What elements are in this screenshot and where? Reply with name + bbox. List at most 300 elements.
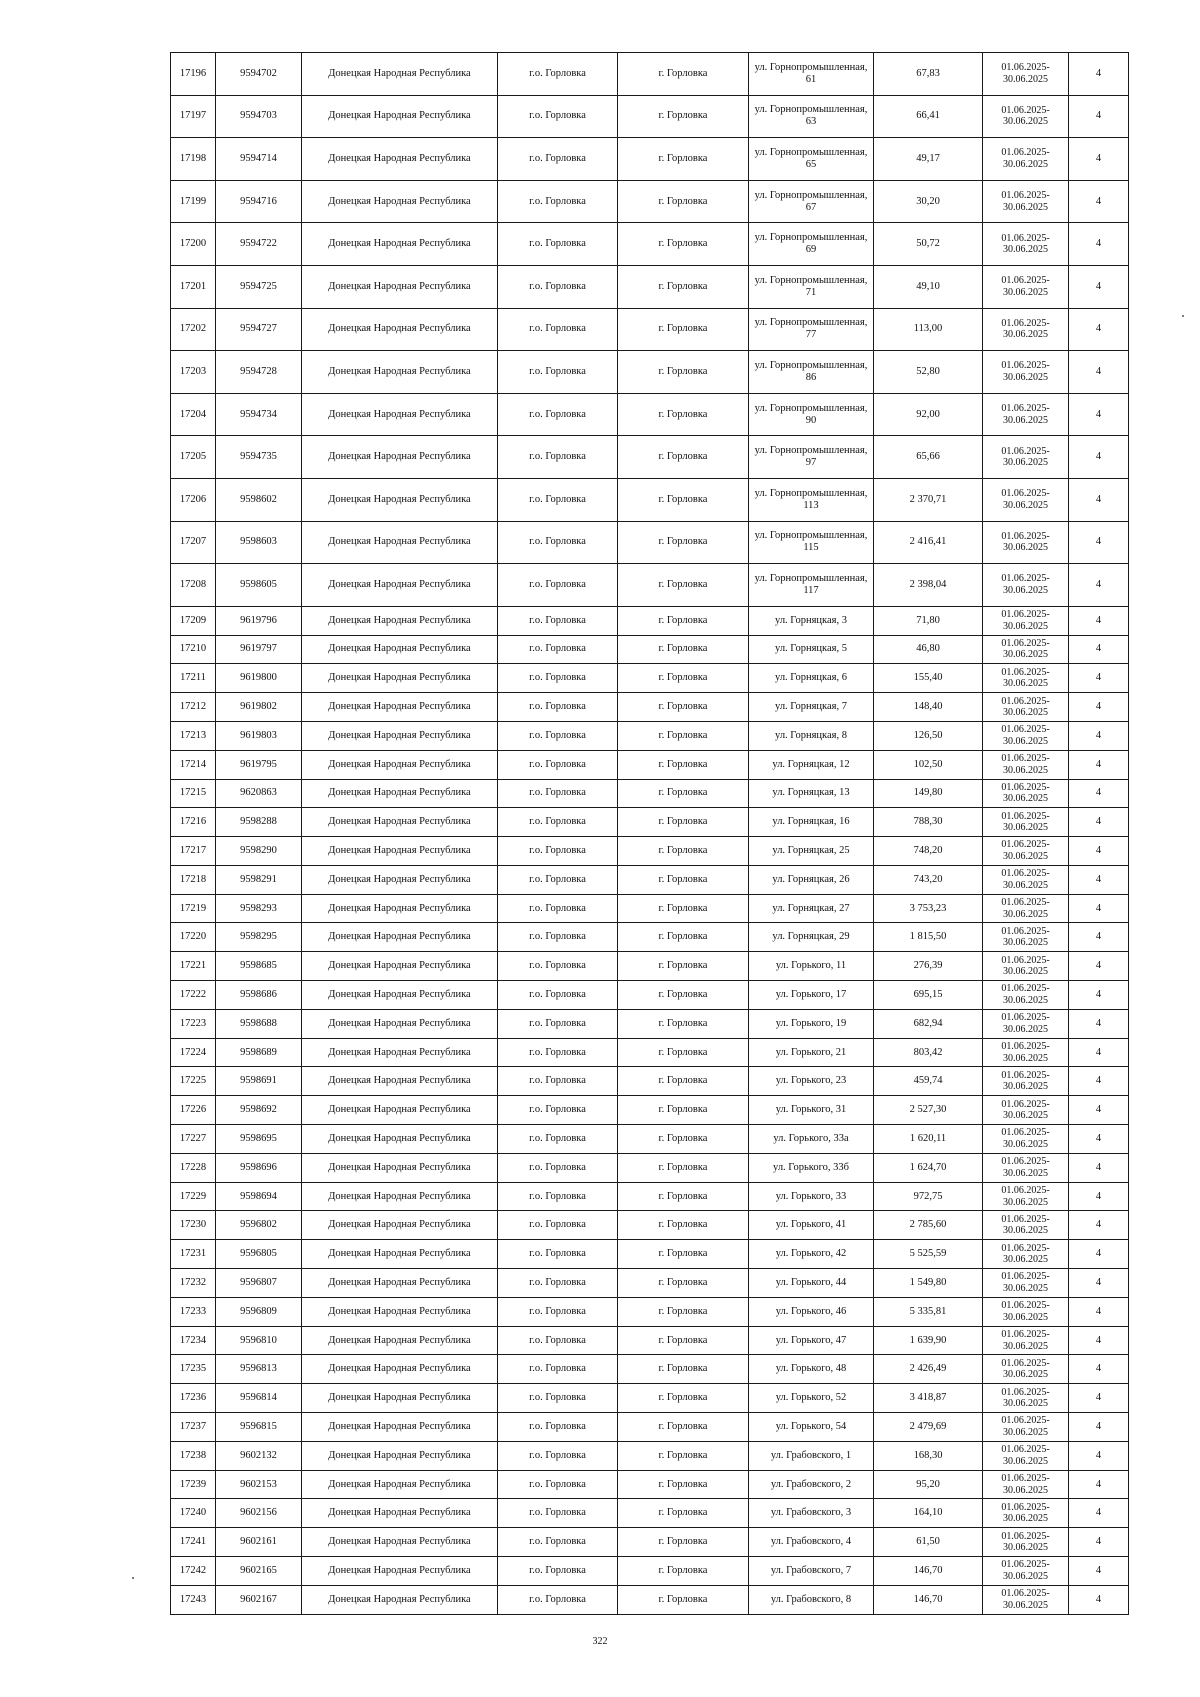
address-cell: ул. Горнопромышленная, 115: [749, 521, 874, 564]
city-cell: г. Горловка: [618, 606, 749, 635]
table-row: [171, 1009, 1129, 1038]
area-cell: 2 785,60: [874, 1211, 983, 1240]
table-row: [171, 351, 1129, 394]
address-cell: ул. Горького, 33: [749, 1182, 874, 1211]
city-cell: г. Горловка: [618, 138, 749, 181]
region-cell: Донецкая Народная Республика: [302, 750, 498, 779]
area-cell: 50,72: [874, 223, 983, 266]
city-cell: г. Горловка: [618, 1153, 749, 1182]
period-cell: 01.06.2025-30.06.2025: [983, 808, 1069, 837]
city-cell: г. Горловка: [618, 1470, 749, 1499]
table-row: [171, 664, 1129, 693]
table-row: [171, 1557, 1129, 1586]
area-cell: 3 418,87: [874, 1384, 983, 1413]
region-cell: Донецкая Народная Республика: [302, 1153, 498, 1182]
region-cell: Донецкая Народная Республика: [302, 351, 498, 394]
object-id: 9619797: [216, 635, 302, 664]
object-id: 9619800: [216, 664, 302, 693]
table-row: [171, 393, 1129, 436]
row-number: 17202: [171, 308, 216, 351]
table-row: [171, 564, 1129, 607]
period-cell: 01.06.2025-30.06.2025: [983, 1413, 1069, 1442]
object-id: 9594734: [216, 393, 302, 436]
area-cell: 49,10: [874, 265, 983, 308]
category-cell: 4: [1069, 923, 1129, 952]
address-cell: ул. Горняцкая, 6: [749, 664, 874, 693]
city-cell: г. Горловка: [618, 1269, 749, 1298]
region-cell: Донецкая Народная Республика: [302, 721, 498, 750]
region-cell: Донецкая Народная Республика: [302, 1269, 498, 1298]
district-cell: г.о. Горловка: [498, 1067, 618, 1096]
district-cell: г.о. Горловка: [498, 693, 618, 722]
district-cell: г.о. Горловка: [498, 1499, 618, 1528]
district-cell: г.о. Горловка: [498, 1413, 618, 1442]
object-id: 9619802: [216, 693, 302, 722]
row-number: 17237: [171, 1413, 216, 1442]
row-number: 17200: [171, 223, 216, 266]
address-cell: ул. Горнопромышленная, 71: [749, 265, 874, 308]
period-cell: 01.06.2025-30.06.2025: [983, 265, 1069, 308]
row-number: 17222: [171, 981, 216, 1010]
category-cell: 4: [1069, 865, 1129, 894]
area-cell: 61,50: [874, 1528, 983, 1557]
district-cell: г.о. Горловка: [498, 952, 618, 981]
district-cell: г.о. Горловка: [498, 1125, 618, 1154]
period-cell: 01.06.2025-30.06.2025: [983, 393, 1069, 436]
area-cell: 788,30: [874, 808, 983, 837]
category-cell: 4: [1069, 808, 1129, 837]
table-row: [171, 521, 1129, 564]
row-number: 17225: [171, 1067, 216, 1096]
category-cell: 4: [1069, 521, 1129, 564]
category-cell: 4: [1069, 1413, 1129, 1442]
object-id: 9596802: [216, 1211, 302, 1240]
district-cell: г.о. Горловка: [498, 1240, 618, 1269]
address-cell: ул. Горнопромышленная, 86: [749, 351, 874, 394]
table-row: [171, 981, 1129, 1010]
region-cell: Донецкая Народная Республика: [302, 1384, 498, 1413]
table-row: [171, 1441, 1129, 1470]
region-cell: Донецкая Народная Республика: [302, 1125, 498, 1154]
table-row: [171, 865, 1129, 894]
table-row: [171, 478, 1129, 521]
category-cell: 4: [1069, 138, 1129, 181]
period-cell: 01.06.2025-30.06.2025: [983, 1153, 1069, 1182]
table-row: [171, 1326, 1129, 1355]
table-row: [171, 693, 1129, 722]
row-number: 17216: [171, 808, 216, 837]
address-cell: ул. Горького, 42: [749, 1240, 874, 1269]
row-number: 17235: [171, 1355, 216, 1384]
period-cell: 01.06.2025-30.06.2025: [983, 952, 1069, 981]
city-cell: г. Горловка: [618, 837, 749, 866]
region-cell: Донецкая Народная Республика: [302, 1038, 498, 1067]
address-cell: ул. Горнопромышленная, 117: [749, 564, 874, 607]
region-cell: Донецкая Народная Республика: [302, 693, 498, 722]
category-cell: 4: [1069, 894, 1129, 923]
area-cell: 1 815,50: [874, 923, 983, 952]
table-row: [171, 1384, 1129, 1413]
address-cell: ул. Грабовского, 1: [749, 1441, 874, 1470]
period-cell: 01.06.2025-30.06.2025: [983, 351, 1069, 394]
row-number: 17236: [171, 1384, 216, 1413]
object-id: 9594722: [216, 223, 302, 266]
address-cell: ул. Горького, 23: [749, 1067, 874, 1096]
area-cell: 149,80: [874, 779, 983, 808]
object-id: 9594725: [216, 265, 302, 308]
city-cell: г. Горловка: [618, 1557, 749, 1586]
table-row: [171, 952, 1129, 981]
object-id: 9594703: [216, 95, 302, 138]
category-cell: 4: [1069, 95, 1129, 138]
district-cell: г.о. Горловка: [498, 351, 618, 394]
region-cell: Донецкая Народная Республика: [302, 1326, 498, 1355]
table-row: [171, 606, 1129, 635]
table-row: [171, 1067, 1129, 1096]
category-cell: 4: [1069, 779, 1129, 808]
table-row: [171, 1413, 1129, 1442]
period-cell: 01.06.2025-30.06.2025: [983, 1067, 1069, 1096]
period-cell: 01.06.2025-30.06.2025: [983, 1038, 1069, 1067]
address-cell: ул. Горнопромышленная, 63: [749, 95, 874, 138]
period-cell: 01.06.2025-30.06.2025: [983, 1009, 1069, 1038]
period-cell: 01.06.2025-30.06.2025: [983, 635, 1069, 664]
table-body: [171, 53, 1129, 1615]
district-cell: г.о. Горловка: [498, 837, 618, 866]
category-cell: 4: [1069, 1297, 1129, 1326]
row-number: 17199: [171, 180, 216, 223]
category-cell: 4: [1069, 1125, 1129, 1154]
row-number: 17242: [171, 1557, 216, 1586]
object-id: 9602156: [216, 1499, 302, 1528]
region-cell: Донецкая Народная Республика: [302, 1585, 498, 1614]
category-cell: 4: [1069, 750, 1129, 779]
city-cell: г. Горловка: [618, 521, 749, 564]
category-cell: 4: [1069, 1326, 1129, 1355]
row-number: 17219: [171, 894, 216, 923]
region-cell: Донецкая Народная Республика: [302, 894, 498, 923]
district-cell: г.о. Горловка: [498, 750, 618, 779]
object-id: 9598695: [216, 1125, 302, 1154]
row-number: 17223: [171, 1009, 216, 1038]
address-cell: ул. Горнопромышленная, 69: [749, 223, 874, 266]
area-cell: 2 398,04: [874, 564, 983, 607]
object-id: 9602165: [216, 1557, 302, 1586]
region-cell: Донецкая Народная Республика: [302, 1067, 498, 1096]
region-cell: Донецкая Народная Республика: [302, 1441, 498, 1470]
region-cell: Донецкая Народная Республика: [302, 606, 498, 635]
city-cell: г. Горловка: [618, 1240, 749, 1269]
category-cell: 4: [1069, 1269, 1129, 1298]
address-cell: ул. Горького, 17: [749, 981, 874, 1010]
object-id: 9598688: [216, 1009, 302, 1038]
period-cell: 01.06.2025-30.06.2025: [983, 1096, 1069, 1125]
row-number: 17215: [171, 779, 216, 808]
area-cell: 276,39: [874, 952, 983, 981]
category-cell: 4: [1069, 1384, 1129, 1413]
table-row: [171, 1038, 1129, 1067]
address-cell: ул. Горняцкая, 3: [749, 606, 874, 635]
city-cell: г. Горловка: [618, 693, 749, 722]
period-cell: 01.06.2025-30.06.2025: [983, 721, 1069, 750]
area-cell: 748,20: [874, 837, 983, 866]
district-cell: г.о. Горловка: [498, 981, 618, 1010]
table-row: [171, 265, 1129, 308]
city-cell: г. Горловка: [618, 95, 749, 138]
region-cell: Донецкая Народная Республика: [302, 1470, 498, 1499]
region-cell: Донецкая Народная Республика: [302, 1528, 498, 1557]
region-cell: Донецкая Народная Республика: [302, 564, 498, 607]
region-cell: Донецкая Народная Республика: [302, 1557, 498, 1586]
object-id: 9619795: [216, 750, 302, 779]
address-cell: ул. Горького, 46: [749, 1297, 874, 1326]
region-cell: Донецкая Народная Республика: [302, 952, 498, 981]
table-row: [171, 1470, 1129, 1499]
area-cell: 126,50: [874, 721, 983, 750]
category-cell: 4: [1069, 1067, 1129, 1096]
district-cell: г.о. Горловка: [498, 308, 618, 351]
category-cell: 4: [1069, 1009, 1129, 1038]
category-cell: 4: [1069, 1441, 1129, 1470]
region-cell: Донецкая Народная Республика: [302, 53, 498, 96]
city-cell: г. Горловка: [618, 1585, 749, 1614]
period-cell: 01.06.2025-30.06.2025: [983, 894, 1069, 923]
table-row: [171, 1153, 1129, 1182]
object-id: 9598602: [216, 478, 302, 521]
city-cell: г. Горловка: [618, 265, 749, 308]
period-cell: 01.06.2025-30.06.2025: [983, 1557, 1069, 1586]
row-number: 17198: [171, 138, 216, 181]
table-row: [171, 1125, 1129, 1154]
city-cell: г. Горловка: [618, 1182, 749, 1211]
period-cell: 01.06.2025-30.06.2025: [983, 779, 1069, 808]
period-cell: 01.06.2025-30.06.2025: [983, 521, 1069, 564]
city-cell: г. Горловка: [618, 750, 749, 779]
row-number: 17203: [171, 351, 216, 394]
city-cell: г. Горловка: [618, 952, 749, 981]
district-cell: г.о. Горловка: [498, 808, 618, 837]
area-cell: 92,00: [874, 393, 983, 436]
row-number: 17221: [171, 952, 216, 981]
district-cell: г.о. Горловка: [498, 1441, 618, 1470]
address-cell: ул. Горького, 11: [749, 952, 874, 981]
period-cell: 01.06.2025-30.06.2025: [983, 478, 1069, 521]
category-cell: 4: [1069, 981, 1129, 1010]
region-cell: Донецкая Народная Республика: [302, 1182, 498, 1211]
city-cell: г. Горловка: [618, 393, 749, 436]
category-cell: 4: [1069, 1096, 1129, 1125]
address-cell: ул. Грабовского, 4: [749, 1528, 874, 1557]
row-number: 17209: [171, 606, 216, 635]
period-cell: 01.06.2025-30.06.2025: [983, 1528, 1069, 1557]
period-cell: 01.06.2025-30.06.2025: [983, 664, 1069, 693]
category-cell: 4: [1069, 1038, 1129, 1067]
district-cell: г.о. Горловка: [498, 393, 618, 436]
address-cell: ул. Горького, 31: [749, 1096, 874, 1125]
object-id: 9594728: [216, 351, 302, 394]
period-cell: 01.06.2025-30.06.2025: [983, 1355, 1069, 1384]
region-cell: Донецкая Народная Республика: [302, 180, 498, 223]
object-id: 9620863: [216, 779, 302, 808]
address-cell: ул. Горнопромышленная, 97: [749, 436, 874, 479]
row-number: 17231: [171, 1240, 216, 1269]
category-cell: 4: [1069, 564, 1129, 607]
district-cell: г.о. Горловка: [498, 1211, 618, 1240]
region-cell: Донецкая Народная Республика: [302, 393, 498, 436]
object-id: 9596813: [216, 1355, 302, 1384]
city-cell: г. Горловка: [618, 923, 749, 952]
area-cell: 102,50: [874, 750, 983, 779]
object-id: 9598691: [216, 1067, 302, 1096]
address-cell: ул. Горького, 21: [749, 1038, 874, 1067]
district-cell: г.о. Горловка: [498, 1384, 618, 1413]
object-id: 9598696: [216, 1153, 302, 1182]
district-cell: г.о. Горловка: [498, 53, 618, 96]
period-cell: 01.06.2025-30.06.2025: [983, 1211, 1069, 1240]
row-number: 17212: [171, 693, 216, 722]
district-cell: г.о. Горловка: [498, 521, 618, 564]
city-cell: г. Горловка: [618, 1297, 749, 1326]
area-cell: 743,20: [874, 865, 983, 894]
region-cell: Донецкая Народная Республика: [302, 865, 498, 894]
area-cell: 164,10: [874, 1499, 983, 1528]
region-cell: Донецкая Народная Республика: [302, 923, 498, 952]
category-cell: 4: [1069, 1240, 1129, 1269]
address-cell: ул. Горького, 19: [749, 1009, 874, 1038]
row-number: 17240: [171, 1499, 216, 1528]
district-cell: г.о. Горловка: [498, 180, 618, 223]
period-cell: 01.06.2025-30.06.2025: [983, 693, 1069, 722]
address-cell: ул. Горнопромышленная, 77: [749, 308, 874, 351]
city-cell: г. Горловка: [618, 1441, 749, 1470]
district-cell: г.о. Горловка: [498, 1269, 618, 1298]
district-cell: г.о. Горловка: [498, 635, 618, 664]
area-cell: 5 525,59: [874, 1240, 983, 1269]
category-cell: 4: [1069, 1182, 1129, 1211]
row-number: 17201: [171, 265, 216, 308]
address-cell: ул. Горького, 44: [749, 1269, 874, 1298]
city-cell: г. Горловка: [618, 1096, 749, 1125]
object-id: 9598686: [216, 981, 302, 1010]
table-row: [171, 635, 1129, 664]
period-cell: 01.06.2025-30.06.2025: [983, 138, 1069, 181]
period-cell: 01.06.2025-30.06.2025: [983, 1470, 1069, 1499]
category-cell: 4: [1069, 478, 1129, 521]
period-cell: 01.06.2025-30.06.2025: [983, 180, 1069, 223]
city-cell: г. Горловка: [618, 808, 749, 837]
object-id: 9598694: [216, 1182, 302, 1211]
area-cell: 2 426,49: [874, 1355, 983, 1384]
period-cell: 01.06.2025-30.06.2025: [983, 750, 1069, 779]
category-cell: 4: [1069, 351, 1129, 394]
object-id: 9598689: [216, 1038, 302, 1067]
area-cell: 71,80: [874, 606, 983, 635]
object-id: 9619796: [216, 606, 302, 635]
object-id: 9598295: [216, 923, 302, 952]
row-number: 17204: [171, 393, 216, 436]
period-cell: 01.06.2025-30.06.2025: [983, 1125, 1069, 1154]
district-cell: г.о. Горловка: [498, 1470, 618, 1499]
region-cell: Донецкая Народная Республика: [302, 1009, 498, 1038]
row-number: 17211: [171, 664, 216, 693]
address-cell: ул. Горького, 48: [749, 1355, 874, 1384]
row-number: 17213: [171, 721, 216, 750]
object-id: 9598288: [216, 808, 302, 837]
object-id: 9596815: [216, 1413, 302, 1442]
district-cell: г.о. Горловка: [498, 223, 618, 266]
category-cell: 4: [1069, 180, 1129, 223]
category-cell: 4: [1069, 1211, 1129, 1240]
district-cell: г.о. Горловка: [498, 1009, 618, 1038]
table-row: [171, 1269, 1129, 1298]
area-cell: 49,17: [874, 138, 983, 181]
region-cell: Донецкая Народная Республика: [302, 1297, 498, 1326]
object-id: 9598290: [216, 837, 302, 866]
category-cell: 4: [1069, 952, 1129, 981]
row-number: 17233: [171, 1297, 216, 1326]
region-cell: Донецкая Народная Республика: [302, 1413, 498, 1442]
city-cell: г. Горловка: [618, 1125, 749, 1154]
row-number: 17239: [171, 1470, 216, 1499]
page-number: 322: [592, 1636, 608, 1647]
area-cell: 2 479,69: [874, 1413, 983, 1442]
area-cell: 695,15: [874, 981, 983, 1010]
district-cell: г.о. Горловка: [498, 721, 618, 750]
address-cell: ул. Горького, 52: [749, 1384, 874, 1413]
address-cell: ул. Горняцкая, 26: [749, 865, 874, 894]
district-cell: г.о. Горловка: [498, 865, 618, 894]
object-id: 9598603: [216, 521, 302, 564]
category-cell: 4: [1069, 436, 1129, 479]
table-row: [171, 1297, 1129, 1326]
category-cell: 4: [1069, 1355, 1129, 1384]
area-cell: 1 624,70: [874, 1153, 983, 1182]
object-id: 9598291: [216, 865, 302, 894]
city-cell: г. Горловка: [618, 635, 749, 664]
table-row: [171, 308, 1129, 351]
area-cell: 5 335,81: [874, 1297, 983, 1326]
table-row: [171, 138, 1129, 181]
city-cell: г. Горловка: [618, 1355, 749, 1384]
city-cell: г. Горловка: [618, 436, 749, 479]
city-cell: г. Горловка: [618, 1009, 749, 1038]
area-cell: 1 620,11: [874, 1125, 983, 1154]
region-cell: Донецкая Народная Республика: [302, 981, 498, 1010]
region-cell: Донецкая Народная Республика: [302, 808, 498, 837]
table-row: [171, 1499, 1129, 1528]
area-cell: 1 549,80: [874, 1269, 983, 1298]
records-table: [170, 52, 1129, 1615]
table-row: [171, 721, 1129, 750]
region-cell: Донецкая Народная Республика: [302, 1096, 498, 1125]
row-number: 17226: [171, 1096, 216, 1125]
row-number: 17229: [171, 1182, 216, 1211]
address-cell: ул. Горнопромышленная, 67: [749, 180, 874, 223]
table-row: [171, 779, 1129, 808]
table-row: [171, 1211, 1129, 1240]
address-cell: ул. Горнопромышленная, 90: [749, 393, 874, 436]
city-cell: г. Горловка: [618, 1038, 749, 1067]
address-cell: ул. Горького, 33б: [749, 1153, 874, 1182]
area-cell: 2 416,41: [874, 521, 983, 564]
district-cell: г.о. Горловка: [498, 779, 618, 808]
region-cell: Донецкая Народная Республика: [302, 1211, 498, 1240]
period-cell: 01.06.2025-30.06.2025: [983, 564, 1069, 607]
area-cell: 972,75: [874, 1182, 983, 1211]
region-cell: Донецкая Народная Республика: [302, 478, 498, 521]
district-cell: г.о. Горловка: [498, 1096, 618, 1125]
category-cell: 4: [1069, 308, 1129, 351]
